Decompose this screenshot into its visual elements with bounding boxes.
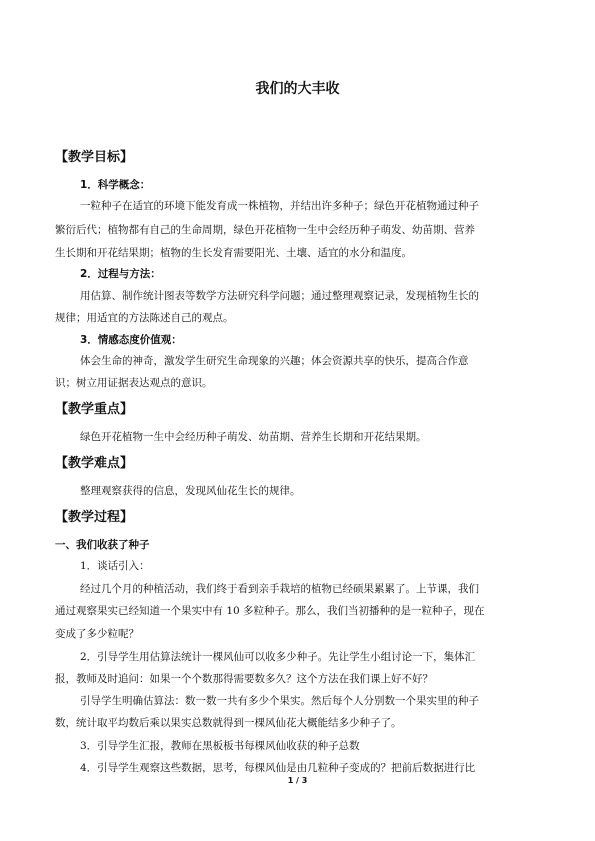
body-line: 3．引导学生汇报，教师在黑板板书每棵风仙收获的种子总数 [80, 740, 360, 752]
body-line: 识；树立用证据表达观点的意识。 [55, 377, 213, 389]
body-line: 体会生命的神奇，激发学生研究生命现象的兴趣；体会资源共享的快乐，提高合作意 [80, 355, 469, 367]
body-line: 绿色开花植物一生中会经历种子萌发、幼苗期、营养生长期和开花结果期。 [80, 431, 427, 443]
key-points-heading: 【教学重点】 [55, 402, 134, 417]
body-line: 4．引导学生观察这些数据，思考，每棵风仙是由几粒种子变成的？把前后数据进行比 [80, 762, 476, 774]
attitude-heading: 3．情感态度价值观： [80, 334, 182, 346]
body-line: 一粒种子在适宜的环境下能发育成一株植物，并结出许多种子；绿色开花植物通过种子 [80, 200, 479, 212]
body-line: 引导学生明确估算法：数一数一共有多少个果实。然后每个人分别数一个果实里的种子 [80, 695, 479, 707]
page-title: 我们的大丰收 [255, 81, 340, 97]
body-line: 用估算、制作统计图表等数学方法研究科学问题；通过整理观察记录，发现植物生长的 [80, 290, 479, 302]
body-line: 报，教师及时追问：如果一个个数那得需要数多久？这个方法在我们课上好不好？ [55, 673, 433, 685]
process-section-heading: 【教学过程】 [55, 510, 134, 525]
body-line: 通过观察果实已经知道一个果实中有 10 多粒种子。那么，我们当初播种的是一粒种子，现在 [55, 605, 485, 617]
body-line: 繁衍后代；植物都有自己的生命周期，绿色开花植物一生中会经历种子萌发、幼苗期、营养 [55, 224, 475, 236]
body-line: 整理观察获得的信息，发现风仙花生长的规律。 [80, 485, 301, 497]
difficulties-heading: 【教学难点】 [55, 456, 134, 471]
body-line: 生长期和开花结果期；植物的生长发育需要阳光、土壤、适宜的水分和温度。 [55, 247, 412, 259]
body-line: 1．谈话引入： [80, 560, 150, 572]
body-line: 2．引导学生用估算法统计一棵风仙可以收多少种子。先让学生小组讨论一下，集体汇 [80, 651, 476, 663]
section-1-heading: 一、我们收获了种子 [55, 539, 150, 551]
sci-concept-heading: 1．科学概念： [80, 179, 151, 191]
page-number: 1 / 3 [287, 776, 308, 785]
goals-heading: 【教学目标】 [55, 150, 134, 165]
body-line: 规律；用适宜的方法陈述自己的观点。 [55, 312, 234, 324]
body-line: 经过几个月的种植活动，我们终于看到亲手栽培的植物已经硕果累累了。上节课，我们 [80, 583, 479, 595]
process-heading: 2．过程与方法： [80, 268, 161, 280]
body-line: 变成了多少粒呢？ [55, 628, 139, 640]
body-line: 数，统计取平均数后乘以果实总数就得到一棵风仙花大概能结多少种子了。 [55, 717, 402, 729]
